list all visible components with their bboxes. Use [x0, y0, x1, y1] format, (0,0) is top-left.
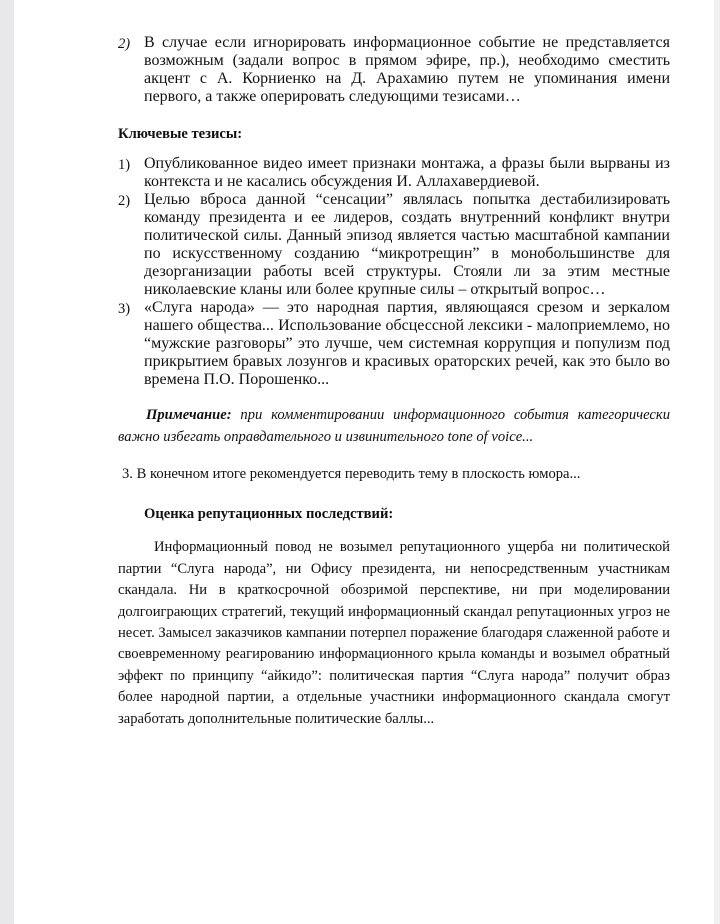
paragraph-item-3: 3. В конечном итоге рекомендуется переводить тему в плоскость юмора...	[122, 466, 581, 483]
list-marker: 2)	[118, 193, 131, 210]
theses-list	[118, 155, 670, 389]
document-content	[118, 34, 670, 730]
list-text: Целью вброса данной “сенсации” являлась попытка дестабилизировать команду президента и ее лидеров, создать внутренний конфликт внутри политической силы. Данный эпизод является частью масштабной кампании по искусственному созданию “микротрещин” в монобольшинстве для дезорганизации работы всей структуры. Стояли ли за этим местные николаевские кланы или более крупные силы – открытый вопрос…	[144, 191, 670, 299]
paragraph-item-2	[118, 34, 670, 106]
key-theses-heading: Ключевые тезисы:	[118, 126, 243, 142]
list-text: В случае если игнорировать информационное событие не представляется возможным (задали вопрос в прямом эфире, пр.), необходимо сместить акцент с А. Корниенко на Д. Арахамию путем не упоминания имени первого, а также оперировать следующими тезисами…	[144, 34, 670, 105]
list-marker: 3)	[118, 301, 131, 318]
list-marker: 2)	[118, 36, 131, 52]
note-paragraph	[118, 405, 670, 448]
page-right-margin-band	[714, 0, 720, 924]
reputation-heading: Оценка репутационных последствий:	[144, 505, 394, 522]
list-text: Опубликованное видео имеет признаки монтажа, а фразы были вырваны из контекста и не касались обсуждения И. Аллахавердиевой.	[144, 155, 670, 191]
page-left-margin-band	[0, 0, 14, 924]
list-item	[118, 191, 670, 299]
reputation-paragraph: Информационный повод не возымел репутационного ущерба ни политической партии “Слуга народа”, ни Офису президента, ни непосредственным участникам скандала. Ни в краткосрочной обозримой перспективе, ни при моделировании долгоиграющих стратегий, текущий информационный скандал репутационных угроз не несет. Замысел заказчиков кампании потерпел поражение благодаря слаженной работе и своевременному реагированию информационного крыла команды и возымел обратный эффект по принципу “айкидо”: политическая партия “Слуга народа” получит образ более народной партии, а отдельные участники информационного скандала смогут заработать дополнительные политические баллы...	[118, 539, 670, 727]
note-text: при комментировании информационного события категорически важно избегать оправдательного и извинительного tone of voice...	[118, 407, 670, 445]
list-text: «Слуга народа» — это народная партия, являющаяся срезом и зеркалом нашего общества... Использование обсцессной лексики - малоприемлемо, но “мужские разговоры” это лучше, чем системная коррупция и популизм под прикрытием бравых лозунгов и красивых ораторских речей, как это было во времена П.О. Порошенко...	[144, 299, 670, 389]
note-label: Примечание:	[146, 407, 232, 424]
list-item	[118, 299, 670, 389]
list-item	[118, 155, 670, 191]
list-marker: 1)	[118, 157, 131, 174]
